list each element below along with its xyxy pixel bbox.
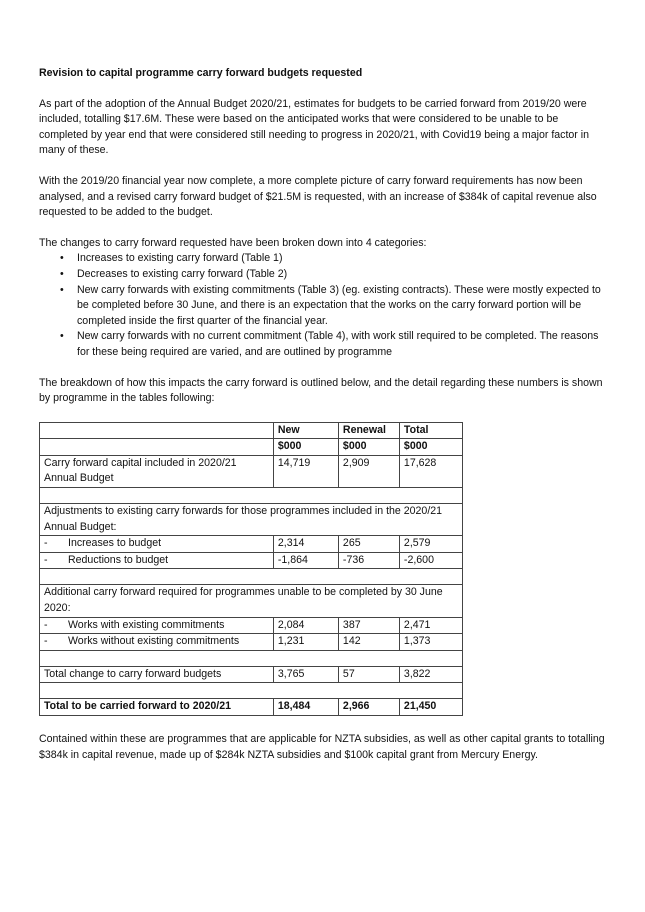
paragraph-capital-revenue: Contained within these are programmes that are applicable for NZTA subsidies, as well as other capital grants to totalling $384k in capital revenue, made up of $284k NZTA subsidies and $100k capital grant from Mercury Energy. [39, 733, 605, 761]
dash-marker: - [44, 635, 48, 648]
cell-new: 2,314 [273, 536, 338, 553]
section-heading: Revision to capital programme carry forward budgets requested [39, 67, 363, 79]
cell-total: 21,450 [399, 699, 462, 716]
dash-marker: - [44, 537, 48, 550]
row-label: Works with existing commitments [68, 618, 225, 631]
unit-new: $000 [273, 439, 338, 456]
table-row [40, 455, 463, 487]
table-row [40, 617, 463, 634]
table-total-row [40, 699, 463, 716]
list-item: • Increases to existing carry forward (Table 1) [77, 251, 606, 267]
cell-renewal: -736 [338, 552, 399, 569]
cell-total: -2,600 [399, 552, 462, 569]
cell-new: -1,864 [273, 552, 338, 569]
cell-renewal: 142 [338, 634, 399, 651]
cell-total: 2,471 [399, 617, 462, 634]
paragraph-breakdown: The breakdown of how this impacts the carry forward is outlined below, and the detail regarding these numbers is shown by programme in the tables following: [39, 376, 603, 405]
paragraph-annual-budget: As part of the adoption of the Annual Budget 2020/21, estimates for budgets to be carried forward from 2019/20 were included, totalling $17.6M. These were based on the anticipated works that were considered to be unable to be completed by year end that were considered still needing to progress in 2020/21, with Covid19 being a major factor in many of these. [39, 97, 590, 157]
table-units-row [40, 439, 463, 456]
list-item: • New carry forwards with no current commitment (Table 4), with work still required to be completed. The reasons for these being required are varied, and are outlined by programme [77, 329, 606, 360]
row-label: Works without existing commitments [68, 635, 240, 648]
dash-marker: - [44, 618, 48, 631]
unit-renewal: $000 [338, 439, 399, 456]
cell-renewal: 2,909 [338, 455, 399, 487]
cell-renewal: 387 [338, 617, 399, 634]
row-label: Reductions to budget [68, 553, 169, 566]
carry-forward-table [39, 422, 463, 716]
cell-new: 18,484 [273, 699, 338, 716]
row-label: Total to be carried forward to 2020/21 [40, 699, 274, 716]
paragraph-categories-intro: The changes to carry forward requested have been broken down into 4 categories: [39, 236, 427, 249]
spacer-row [40, 488, 463, 504]
cell-new: 14,719 [273, 455, 338, 487]
table-section-row [40, 504, 463, 536]
unit-total: $000 [399, 439, 462, 456]
document-body [39, 66, 606, 778]
cell-total: 1,373 [399, 634, 462, 651]
cell-renewal: 57 [338, 666, 399, 683]
row-label: Total change to carry forward budgets [40, 666, 274, 683]
table-row [40, 552, 463, 569]
list-item: • Decreases to existing carry forward (Table 2) [77, 267, 606, 283]
section-label: Additional carry forward required for programmes unable to be completed by 30 June 2020: [40, 585, 463, 617]
dash-marker: - [44, 553, 48, 566]
spacer-row [40, 650, 463, 666]
cell-renewal: 265 [338, 536, 399, 553]
header-renewal: Renewal [338, 422, 399, 439]
cell-total: 2,579 [399, 536, 462, 553]
table-row [40, 666, 463, 683]
cell-new: 3,765 [273, 666, 338, 683]
list-item: • New carry forwards with existing commitments (Table 3) (eg. existing contracts). These were mostly expected to be completed before 30 June, and there is an expectation that the works on the carry forward portion will be completed inside the first quarter of the financial year. [77, 283, 606, 330]
cell-new: 2,084 [273, 617, 338, 634]
header-new: New [273, 422, 338, 439]
cell-new: 1,231 [273, 634, 338, 651]
header-total: Total [399, 422, 462, 439]
categories-list [39, 251, 606, 360]
table-row [40, 634, 463, 651]
cell-renewal: 2,966 [338, 699, 399, 716]
row-label: Carry forward capital included in 2020/21 Annual Budget [40, 455, 274, 487]
cell-total: 3,822 [399, 666, 462, 683]
table-header-row [40, 422, 463, 439]
spacer-row [40, 683, 463, 699]
table-section-row [40, 585, 463, 617]
spacer-row [40, 569, 463, 585]
paragraph-revised-budget: With the 2019/20 financial year now complete, a more complete picture of carry forward requirements has now been analysed, and a revised carry forward budget of $21.5M is requested, with an increase of $384k of capital revenue also requested to be added to the budget. [39, 174, 597, 219]
section-label: Adjustments to existing carry forwards for those programmes included in the 2020/21 Annual Budget: [40, 504, 463, 536]
row-label: Increases to budget [68, 537, 162, 550]
cell-total: 17,628 [399, 455, 462, 487]
table-row [40, 536, 463, 553]
